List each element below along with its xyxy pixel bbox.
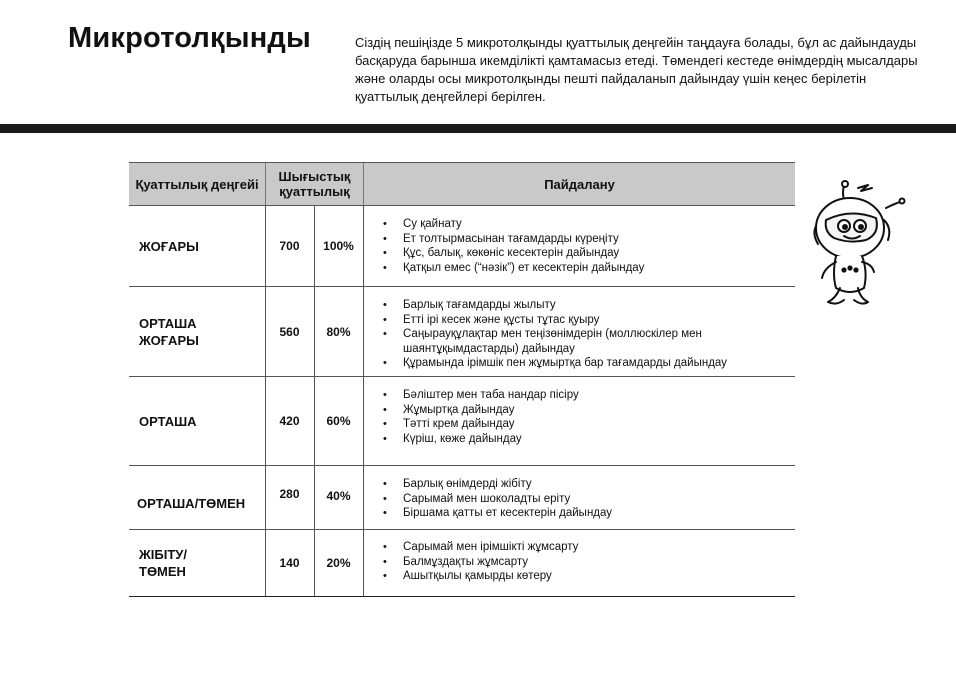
list-item: • Жұмыртқа дайындау: [363, 403, 783, 418]
table-header: [129, 162, 795, 206]
list-item: • Барлық тағамдарды жылыту: [363, 298, 763, 313]
intro-paragraph: Сіздің пешіңізде 5 микротолқынды қуаттылық деңгейін таңдауға болады, бұл ас дайындауды басқаруда барынша икемділікті қамтамасыз етеді. Төмендегі кестеде өнімдердің мысалдары және оларды осы микротолқынды пешті пайдаланып дайындау үшін кеңес берілетін қуаттылық деңгейлері берілген.: [355, 35, 918, 104]
power-level-label: ОРТАША ЖОҒАРЫ: [139, 315, 199, 348]
power-level-label: ЖІБІТУ/ ТӨМЕН: [139, 547, 187, 579]
table-row: [129, 206, 795, 287]
list-item: • Тәтті крем дайындау: [363, 417, 783, 432]
power-level-label: ОРТАША/ТӨМЕН: [137, 496, 246, 511]
list-item: • Ашытқылы қамырды көтеру: [363, 569, 783, 584]
usage-list: [363, 298, 763, 371]
list-item: • Сарымай мен ірімшікті жұмсарту: [363, 540, 783, 555]
usage-list: [363, 540, 783, 584]
watts-value: 560: [279, 324, 300, 339]
header-usage: Пайдалану: [544, 176, 615, 192]
watts-value: 140: [279, 556, 300, 570]
list-item: • Барлық өнімдерді жібіту: [363, 477, 783, 492]
table-row: [129, 466, 795, 530]
table-row: [129, 377, 795, 466]
power-level-label: ОРТАША: [139, 413, 197, 429]
list-item: • Қатқыл емес (“нәзік”) ет кесектерін дайындау: [363, 261, 783, 276]
table-row: [129, 530, 795, 597]
list-item: • Етті ірі кесек және құсты тұтас қуыру: [363, 313, 763, 328]
power-level-table: [129, 162, 795, 597]
header-output-power: Шығыстық қуаттылық: [278, 169, 351, 199]
microwave-mascot-icon: [806, 178, 912, 308]
percent-value: 80%: [326, 324, 351, 339]
list-item: • Саңырауқұлақтар мен теңізөнімдерін (моллюскілер мен шаянтұқымдастарды) дайындау: [363, 327, 763, 356]
list-item: • Ет толтырмасынан тағамдарды күреңіту: [363, 232, 783, 247]
header-divider: [0, 124, 956, 133]
header-power-level: Қуаттылық деңгейі: [135, 176, 259, 192]
watts-value: 420: [279, 414, 300, 428]
list-item: • Күріш, көже дайындау: [363, 432, 783, 447]
watts-value: 700: [279, 239, 300, 253]
usage-list: [363, 388, 783, 446]
percent-value: 100%: [323, 239, 354, 253]
list-item: • Су қайнату: [363, 217, 783, 232]
watts-value: 280: [279, 486, 300, 501]
list-item: • Бәліштер мен таба нандар пісіру: [363, 388, 783, 403]
power-level-label: ЖОҒАРЫ: [139, 238, 199, 254]
list-item: • Құрамында ірімшік пен жұмыртқа бар тағамдарды дайындау: [363, 356, 763, 371]
list-item: • Құс, балық, көкөніс кесектерін дайындау: [363, 246, 783, 261]
usage-list: [363, 217, 783, 275]
percent-value: 40%: [326, 488, 351, 503]
page-title: Микротолқынды: [68, 22, 312, 54]
percent-value: 60%: [326, 414, 351, 428]
usage-list: [363, 477, 783, 521]
list-item: • Біршама қатты ет кесектерін дайындау: [363, 506, 783, 521]
list-item: • Сарымай мен шоколадты еріту: [363, 492, 783, 507]
percent-value: 20%: [326, 556, 351, 570]
list-item: • Балмұздақты жұмсарту: [363, 555, 783, 570]
table-row: [129, 287, 795, 377]
